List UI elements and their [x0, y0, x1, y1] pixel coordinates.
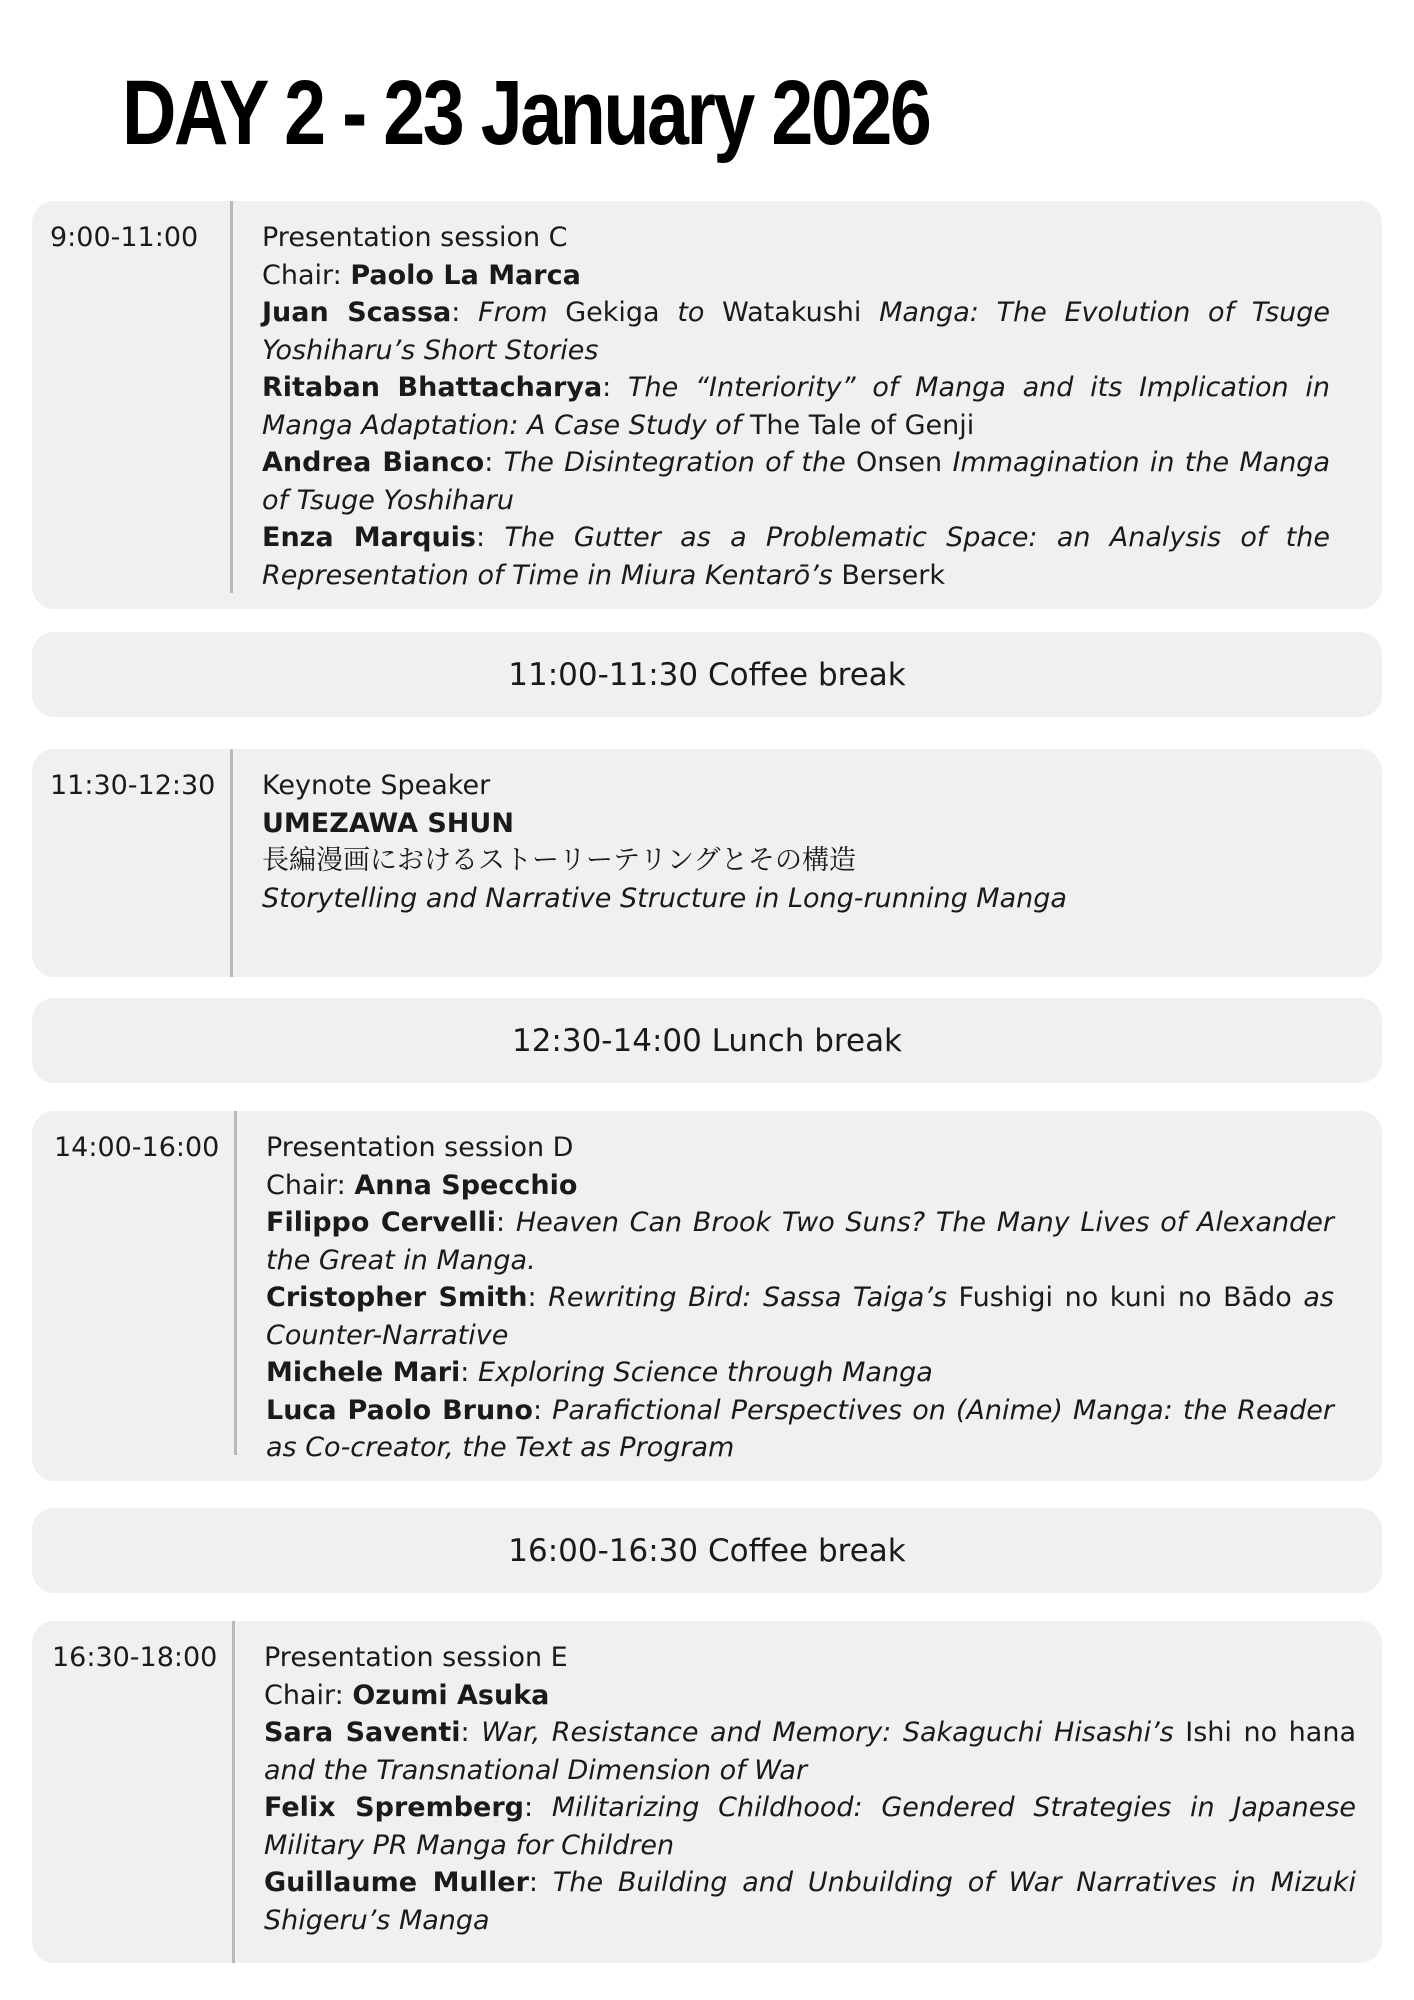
keynote-title-en-text: Storytelling and Narrative Structure in Long-running Manga: [262, 882, 1067, 914]
talk-speaker: Ritaban Bhattacharya: [262, 372, 603, 403]
session-chair: [262, 257, 1330, 295]
talk-speaker: Cristopher Smith: [266, 1282, 528, 1313]
page-title: DAY 2 - 23 January 2026: [122, 62, 930, 164]
keynote-speaker-name: UMEZAWA SHUN: [262, 807, 514, 839]
talk-speaker: Andrea Bianco: [262, 447, 485, 478]
coffee-break-1: 11:00-11:30 Coffee break: [32, 632, 1382, 717]
talk-title-segment: Exploring Science through Manga: [477, 1357, 933, 1388]
talk-item: [262, 519, 1330, 594]
talk-title-segment: Parafictional Perspectives on (Anime) Manga: the Reader as Co-creator, the Text as Program: [266, 1394, 1334, 1463]
talk-item: [262, 294, 1330, 369]
talk-title-segment: Onsen: [856, 447, 943, 478]
session-content: [264, 1639, 1356, 1939]
talk-speaker: Felix Spremberg: [264, 1792, 524, 1823]
talk-title-segment: Heaven Can Brook Two Suns? The Many Lives of Alexander the Great in Manga.: [266, 1207, 1334, 1276]
talk-speaker: Michele Mari: [266, 1357, 461, 1388]
session-content: [262, 767, 1330, 917]
talk-title-segment: to: [659, 297, 723, 328]
talk-list: [264, 1714, 1356, 1939]
talk-speaker: Filippo Cervelli: [266, 1207, 497, 1238]
talk-title-segment: Manga: The Evolution of Tsuge Yoshiharu’s Short Stories: [262, 297, 1331, 366]
session-divider: [230, 749, 233, 977]
talk-item: [264, 1864, 1356, 1939]
session-heading: Presentation session D: [266, 1132, 574, 1163]
talk-speaker: Sara Saventi: [264, 1717, 461, 1748]
talk-title-segment: War, Resistance and Memory: Sakaguchi Hisashi’s: [481, 1717, 1186, 1748]
session-heading: Presentation session C: [262, 222, 568, 253]
lunch-break: 12:30-14:00 Lunch break: [32, 998, 1382, 1083]
talk-title-segment: Rewriting Bird: Sassa Taiga’s: [548, 1282, 959, 1313]
talk-title-segment: Ishi no hana: [1185, 1717, 1356, 1748]
keynote-title-en: [262, 880, 1330, 918]
talk-item: [264, 1714, 1356, 1789]
session-content: [262, 219, 1330, 594]
talk-title-segment: Immagination in the Manga of Tsuge Yoshiharu: [262, 447, 1330, 516]
chair-label: Chair:: [266, 1169, 346, 1201]
talk-item: [262, 369, 1330, 444]
talk-separator: :: [524, 1792, 552, 1823]
talk-title-segment: The Gutter as a Problematic Space: an Analysis of the Representation of Time in Miura Kentarō’s: [262, 522, 1330, 591]
talk-separator: :: [528, 1867, 553, 1898]
talk-separator: :: [476, 522, 505, 553]
session-divider: [230, 201, 233, 593]
session-divider: [232, 1621, 235, 1963]
talk-title-segment: The Disintegration of the: [503, 447, 856, 478]
talk-item: [266, 1392, 1334, 1467]
coffee-break-2: 16:00-16:30 Coffee break: [32, 1508, 1382, 1593]
talk-speaker: Juan Scassa: [262, 297, 452, 328]
chair-label: Chair:: [262, 259, 342, 291]
talk-title-segment: Berserk: [841, 559, 945, 591]
talk-separator: :: [602, 372, 629, 403]
talk-title-segment: From: [478, 297, 566, 328]
session-chair: [264, 1677, 1356, 1715]
talk-separator: :: [460, 1717, 482, 1748]
talk-title-segment: The Building and Unbuilding of War Narratives in Mizuki Shigeru’s Manga: [264, 1867, 1357, 1936]
session-heading: Keynote Speaker: [262, 770, 491, 801]
talk-separator: :: [496, 1207, 516, 1238]
session-time: 16:30-18:00: [52, 1642, 218, 1673]
talk-title-segment: Fushigi no kuni no Bādo: [958, 1282, 1292, 1313]
session-card-d: [32, 1111, 1382, 1481]
session-chair: [266, 1167, 1334, 1205]
chair-label: Chair:: [264, 1679, 344, 1711]
talk-item: [266, 1279, 1334, 1354]
keynote-speaker: [262, 805, 1330, 843]
talk-title-segment: Gekiga: [565, 297, 660, 328]
session-content: [266, 1129, 1334, 1467]
chair-name: Ozumi Asuka: [352, 1679, 550, 1711]
talk-item: [266, 1204, 1334, 1279]
talk-speaker: Guillaume Muller: [264, 1867, 529, 1898]
talk-separator: :: [460, 1357, 478, 1388]
talk-separator: :: [527, 1282, 549, 1313]
session-card-e: [32, 1621, 1382, 1963]
keynote-card: [32, 749, 1382, 977]
talk-item: [264, 1789, 1356, 1864]
session-time: 9:00-11:00: [50, 222, 199, 253]
session-card-c: [32, 201, 1382, 609]
session-time: 11:30-12:30: [50, 770, 216, 801]
talk-title-segment: Militarizing Childhood: Gendered Strategies in Japanese Military PR Manga for Children: [264, 1792, 1356, 1861]
talk-separator: :: [532, 1394, 553, 1426]
talk-speaker: Enza Marquis: [262, 522, 476, 553]
chair-name: Paolo La Marca: [350, 259, 581, 291]
talk-separator: :: [484, 447, 504, 478]
chair-name: Anna Specchio: [354, 1169, 578, 1201]
keynote-title-jp: 長編漫画におけるストーリーテリングとその構造: [262, 845, 856, 876]
talk-title-segment: as Counter-Narrative: [266, 1282, 1334, 1351]
talk-title-segment: Watakushi: [722, 297, 862, 328]
talk-item: [262, 444, 1330, 519]
talk-list: [266, 1204, 1334, 1467]
talk-title-segment: The “Interiority” of Manga and its Implication in Manga Adaptation: A Case Study of: [262, 372, 1330, 441]
talk-item: [266, 1354, 1334, 1392]
talk-title-segment: and the Transnational Dimension of War: [264, 1754, 808, 1786]
session-time: 14:00-16:00: [54, 1132, 220, 1163]
session-heading: Presentation session E: [264, 1642, 568, 1673]
talk-separator: :: [451, 297, 479, 328]
session-divider: [234, 1111, 237, 1455]
talk-speaker: Luca Paolo Bruno: [266, 1394, 533, 1426]
talk-list: [262, 294, 1330, 594]
talk-title-segment: The Tale of Genji: [749, 409, 975, 441]
